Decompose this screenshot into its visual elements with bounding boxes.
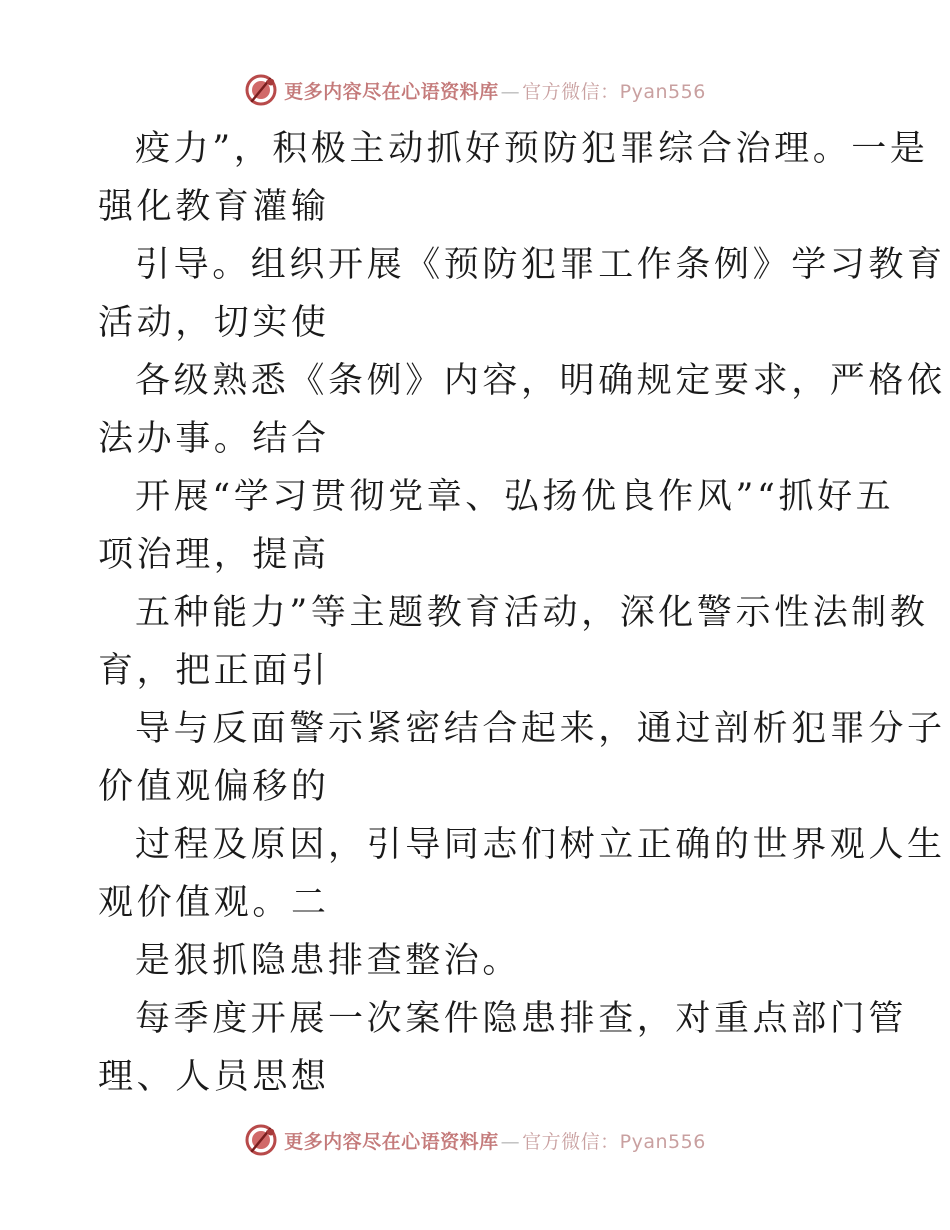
text-line: 每季度开展一次案件隐患排查，对重点部门管 [135, 999, 908, 1039]
watermark-text [284, 77, 706, 104]
text-line: 引导。组织开展《预防犯罪工作条例》学习教育 [135, 245, 946, 285]
text-line: 导与反面警示紧密结合起来，通过剖析犯罪分子 [135, 709, 946, 749]
text-line: 理、人员思想 [98, 1057, 330, 1097]
document-body [98, 120, 946, 1106]
watermark-sub: 官方微信：Pyan556 [522, 80, 706, 103]
text-line: 育，把正面引 [98, 651, 330, 691]
watermark-separator: — [500, 80, 521, 103]
footer-watermark [0, 1120, 950, 1160]
watermark-separator: — [500, 1130, 521, 1153]
watermark-text [284, 1127, 706, 1154]
watermark-sub: 官方微信：Pyan556 [522, 1130, 706, 1153]
text-line: 过程及原因，引导同志们树立正确的世界观人生 [135, 825, 946, 865]
watermark-main: 更多内容尽在心语资料库 [284, 1130, 499, 1153]
watermark-main: 更多内容尽在心语资料库 [284, 80, 499, 103]
text-line: 开展“学习贯彻党章、弘扬优良作风”“抓好五 [135, 477, 895, 517]
text-line: 价值观偏移的 [98, 767, 330, 807]
text-line: 观价值观。二 [98, 883, 330, 923]
text-line: 疫力”，积极主动抓好预防犯罪综合治理。一是 [135, 129, 929, 169]
text-line: 法办事。结合 [98, 419, 330, 459]
text-line: 项治理，提高 [98, 535, 330, 575]
quill-logo-icon [244, 73, 278, 107]
text-line: 强化教育灌输 [98, 187, 330, 227]
quill-logo-icon [244, 1123, 278, 1157]
header-watermark [0, 70, 950, 110]
text-line: 活动，切实使 [98, 303, 330, 343]
text-line: 五种能力”等主题教育活动，深化警示性法制教 [135, 593, 929, 633]
text-line: 各级熟悉《条例》内容，明确规定要求，严格依 [135, 361, 946, 401]
text-line: 是狠抓隐患排查整治。 [135, 941, 522, 981]
